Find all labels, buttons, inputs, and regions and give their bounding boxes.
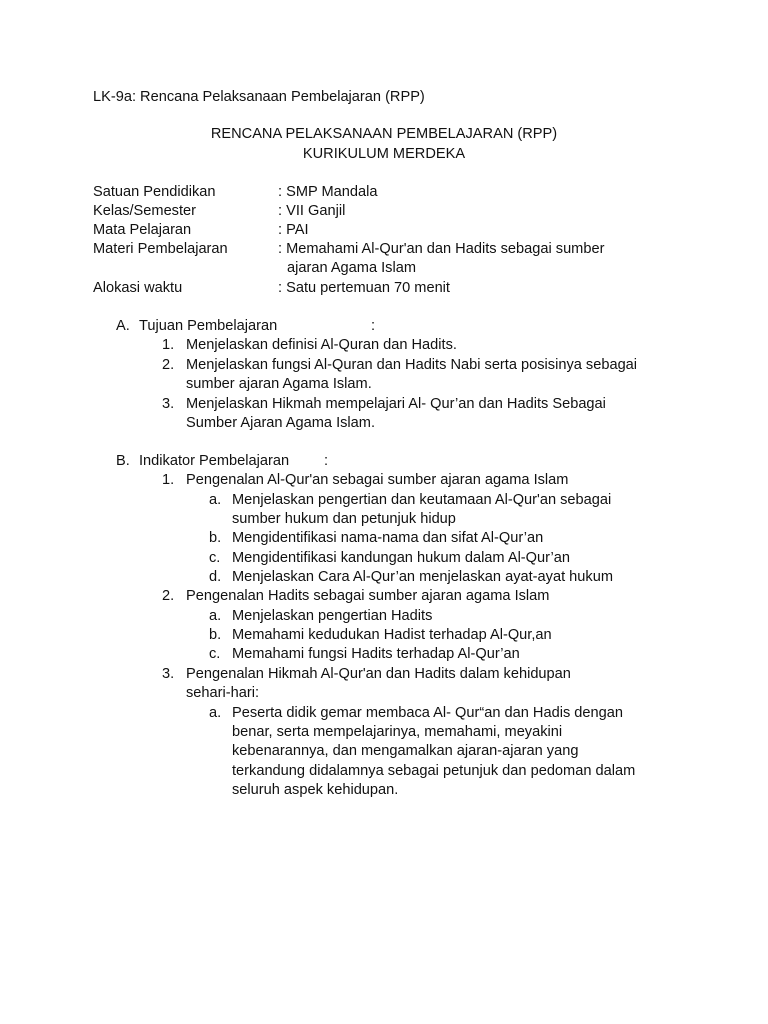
sub-item-letter: c. bbox=[209, 550, 221, 566]
sub-item-text: seluruh aspek kehidupan. bbox=[232, 782, 399, 798]
sub-item-text: Mengidentifikasi kandungan hukum dalam Al-Qur’an bbox=[232, 550, 571, 566]
list-item-text: Pengenalan Hikmah Al-Qur'an dan Hadits dalam kehidupan bbox=[186, 666, 571, 682]
sub-item-text: Peserta didik gemar membaca Al- Qur“an dan Hadis dengan bbox=[232, 705, 623, 721]
identity-label: Alokasi waktu bbox=[93, 280, 183, 296]
sub-item-text: kebenarannya, dan mengamalkan ajaran-ajaran yang bbox=[232, 743, 579, 759]
sub-item-text: Memahami kedudukan Hadist terhadap Al-Qur,an bbox=[232, 627, 552, 643]
identity-label: Mata Pelajaran bbox=[93, 222, 192, 238]
sub-item-text: terkandung didalamnya sebagai petunjuk dan pedoman dalam bbox=[232, 763, 636, 779]
identity-value: : Satu pertemuan 70 menit bbox=[278, 280, 450, 296]
section-heading: Tujuan Pembelajaran bbox=[139, 318, 278, 334]
sub-item-letter: b. bbox=[209, 627, 222, 643]
list-number: 2. bbox=[162, 588, 175, 604]
sub-item-letter: d. bbox=[209, 569, 222, 585]
list-item-text: Menjelaskan definisi Al-Quran dan Hadits. bbox=[186, 337, 457, 353]
list-item-text: sehari-hari: bbox=[186, 685, 259, 701]
sub-item-text: Menjelaskan Cara Al-Qur’an menjelaskan ayat-ayat hukum bbox=[232, 569, 613, 585]
section-marker: B. bbox=[116, 453, 130, 469]
identity-value: : Memahami Al-Qur'an dan Hadits sebagai sumber bbox=[278, 241, 605, 257]
sub-item-text: Memahami fungsi Hadits terhadap Al-Qur’an bbox=[232, 646, 520, 662]
section-marker: A. bbox=[116, 318, 130, 334]
list-number: 3. bbox=[162, 666, 175, 682]
list-item-text: Menjelaskan Hikmah mempelajari Al- Qur’an dan Hadits Sebagai bbox=[186, 396, 606, 412]
section-heading: Indikator Pembelajaran bbox=[139, 453, 290, 469]
list-number: 1. bbox=[162, 337, 175, 353]
list-item-text: sumber ajaran Agama Islam. bbox=[186, 376, 372, 392]
list-number: 2. bbox=[162, 357, 175, 373]
sub-item-text: sumber hukum dan petunjuk hidup bbox=[232, 511, 456, 527]
sub-item-letter: a. bbox=[209, 492, 222, 508]
doc-label: LK-9a: Rencana Pelaksanaan Pembelajaran (RPP) bbox=[93, 89, 425, 105]
list-item-text: Menjelaskan fungsi Al-Quran dan Hadits Nabi serta posisinya sebagai bbox=[186, 357, 638, 373]
list-item-text: Sumber Ajaran Agama Islam. bbox=[186, 415, 375, 431]
doc-title-line-1: RENCANA PELAKSANAAN PEMBELAJARAN (RPP) bbox=[210, 126, 558, 142]
sub-item-text: Menjelaskan pengertian dan keutamaan Al-Qur'an sebagai bbox=[232, 492, 612, 508]
identity-value: : VII Ganjil bbox=[278, 203, 346, 219]
sub-item-letter: b. bbox=[209, 530, 222, 546]
identity-label: Kelas/Semester bbox=[93, 203, 197, 219]
list-item-text: Pengenalan Hadits sebagai sumber ajaran agama Islam bbox=[186, 588, 550, 604]
sub-item-letter: c. bbox=[209, 646, 221, 662]
section-heading-colon: : bbox=[324, 453, 329, 469]
list-number: 3. bbox=[162, 396, 175, 412]
sub-item-text: Menjelaskan pengertian Hadits bbox=[232, 608, 433, 624]
doc-title-line-2: KURIKULUM MERDEKA bbox=[302, 146, 466, 162]
sub-item-letter: a. bbox=[209, 608, 222, 624]
identity-value-continued: ajaran Agama Islam bbox=[287, 260, 416, 276]
section-heading-colon: : bbox=[371, 318, 376, 334]
sub-item-letter: a. bbox=[209, 705, 222, 721]
list-number: 1. bbox=[162, 472, 175, 488]
identity-label: Materi Pembelajaran bbox=[93, 241, 228, 257]
sub-item-text: Mengidentifikasi nama-nama dan sifat Al-Qur’an bbox=[232, 530, 544, 546]
identity-value: : SMP Mandala bbox=[278, 184, 378, 200]
identity-label: Satuan Pendidikan bbox=[93, 184, 216, 200]
sub-item-text: benar, serta mempelajarinya, memahami, meyakini bbox=[232, 724, 563, 740]
list-item-text: Pengenalan Al-Qur'an sebagai sumber ajaran agama Islam bbox=[186, 472, 569, 488]
identity-value: : PAI bbox=[278, 222, 309, 238]
